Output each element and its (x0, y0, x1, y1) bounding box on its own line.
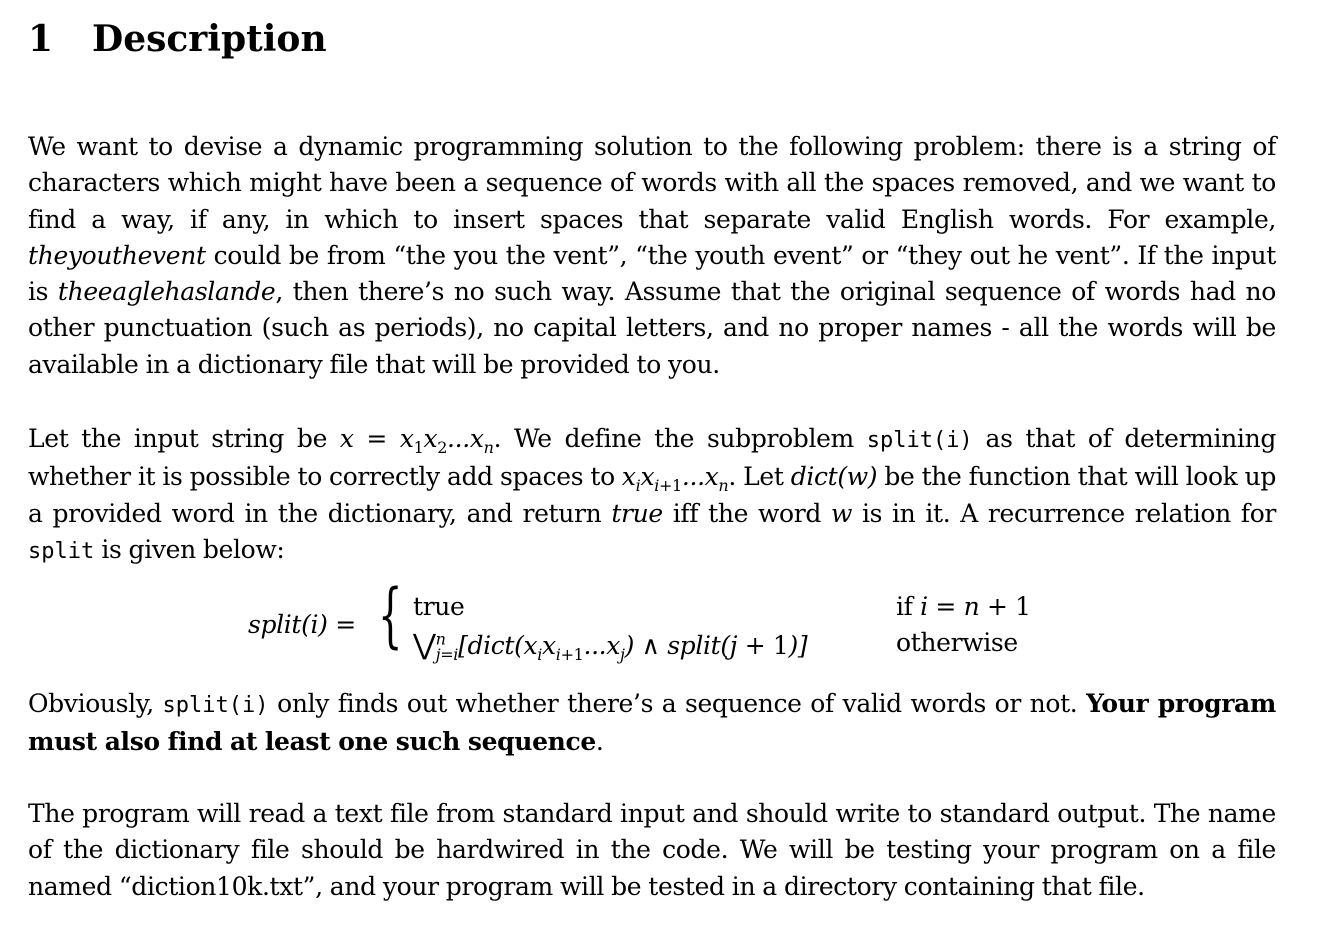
p3-text-1: Obviously, (28, 689, 163, 718)
p1-text-3: , then there’s no such way. Assume that the original sequence of words had no other punctuation (such as periods), no capital letters, and no proper names - all the words will be available in a dictionary file that will be provided to you. (28, 277, 1276, 379)
code-split: split (28, 538, 95, 564)
section-heading (28, 18, 327, 60)
p2-text-4: . Let (728, 462, 791, 492)
equation-condition-2: otherwise (896, 628, 1018, 657)
p2-text-3: as that of determining whether it is possible to correctly add spaces to (28, 424, 1276, 492)
bold-requirement: Your program must also find at least one such sequence (28, 689, 1276, 757)
section-number: 1 (28, 18, 54, 60)
true-word: true (611, 498, 663, 528)
p2-text-5: be the function that will look up a provided word in the dictionary, and return (28, 462, 1277, 528)
p2-text-8: is given below: (94, 534, 285, 564)
p2-text-1: Let the input string be (28, 424, 340, 453)
example-string-2: theeaglehaslande (57, 277, 276, 307)
paragraph-problem (28, 129, 1276, 383)
recurrence-equation (28, 574, 1276, 670)
p2-text-7: is in it. A recurrence relation for (852, 498, 1276, 528)
math-w: w (830, 498, 853, 528)
example-string-1: theyouthevent (28, 240, 206, 270)
dict-function: dict(w) (790, 462, 878, 492)
p3-text-2: only finds out whether there’s a sequence of valid words or not. (268, 689, 1087, 718)
section-title: Description (92, 18, 327, 60)
paragraph-subproblem (28, 421, 1276, 570)
paragraph-io: The program will read a text file from standard input and should write to standard output. The name of the dictionary file should be hardwired in the code. We will be testing your program on a file named “diction10k.txt”, and your program will be tested in a directory containing that file. (28, 799, 1276, 901)
equation-lhs: split(i) = (248, 610, 356, 639)
math-x-def: $x = x_1x_2...x_n$ (339, 424, 494, 457)
equation-brace: { (378, 574, 403, 656)
equation-case-2: $⋁^n_{j=i}[dict(x_ix_{i+1}...x_j)$ ∧ split(j + 1)] (413, 628, 808, 664)
p1-text-2: could be from “the you the vent”, “the youth event” or “they out he vent”. If the input is (28, 240, 1276, 307)
code-split-i: split(i) (866, 428, 973, 453)
p1-text-1: We want to devise a dynamic programming solution to the following problem: there is a string of characters which might have been a sequence of words with all the spaces removed, and we want to find a way, if any, in which to insert spaces that separate valid English words. For example, (28, 132, 1276, 234)
p3-text-3: . (595, 727, 604, 757)
paragraph-requirement (28, 686, 1276, 761)
code-split-i-2: split(i) (162, 693, 269, 718)
equation-case-1: true (413, 592, 465, 621)
math-suffix: $x_ix_{i+1}...x_n$ (621, 462, 729, 496)
equation-condition-1: if i = n + 1 (896, 592, 1031, 621)
p2-text-2: . We define the subproblem (493, 424, 867, 453)
p2-text-6: iff the word (662, 498, 831, 528)
